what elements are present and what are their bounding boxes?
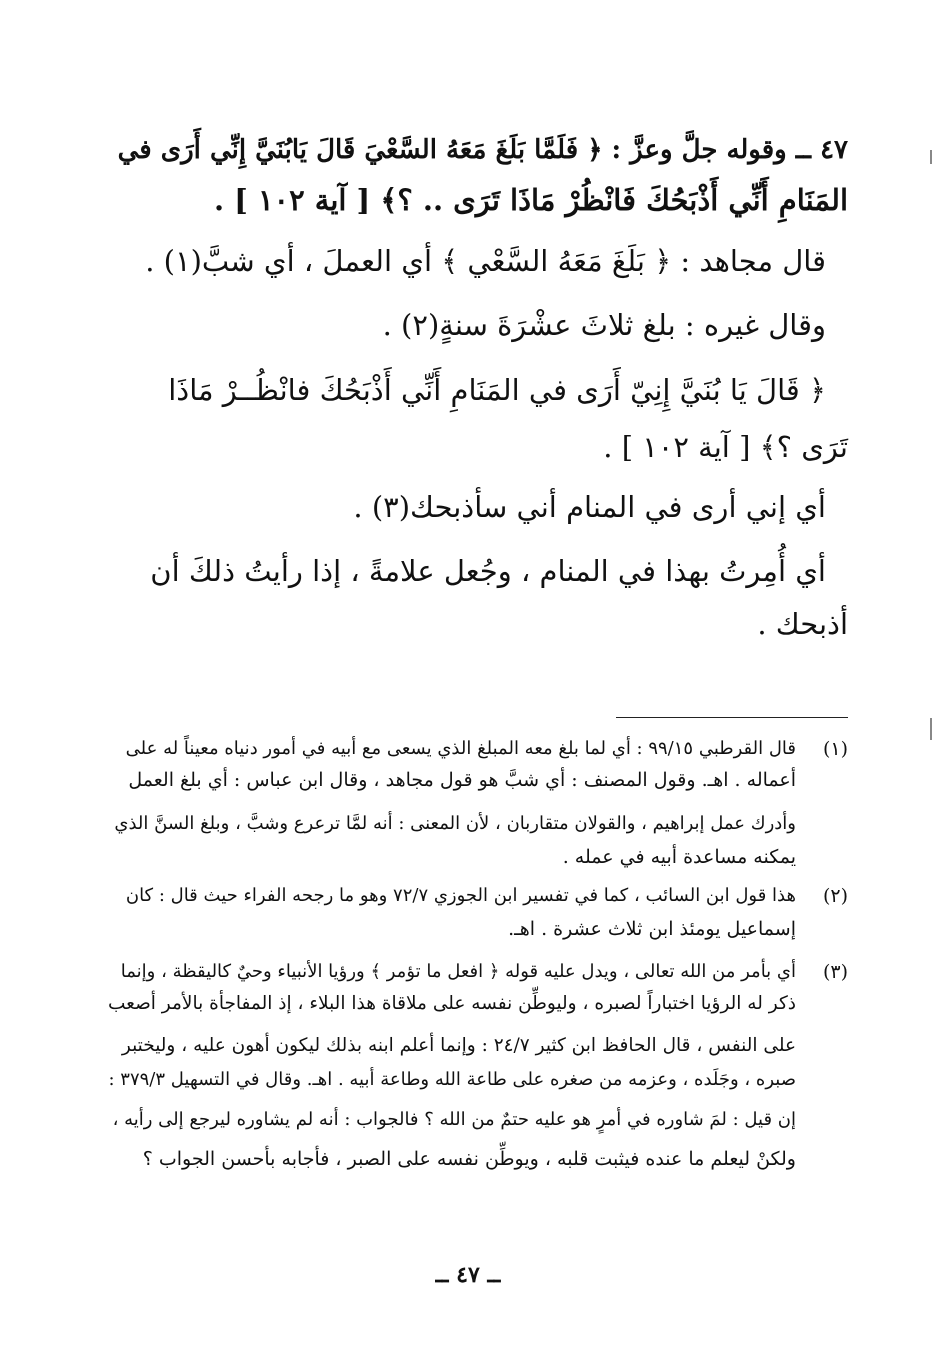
footnote-line: أعماله . اهـ. وقول المصنف : أي شبَّ هو قول مجاهد ، وقال ابن عباس : أي بلغ العمل bbox=[128, 769, 796, 791]
main-text-line: أذبحك . bbox=[757, 607, 848, 641]
footnote-line: إسماعيل يومئذ ابن ثلاث عشرة . اهـ. bbox=[508, 918, 796, 940]
main-text-line: قال مجاهد : ﴿ بَلَغَ مَعَهُ السَّعْي ﴾ أي العملَ ، أي شبَّ(١) . bbox=[145, 244, 826, 278]
footnote-line: أي بأمر من الله تعالى ، ويدل عليه قوله ﴿ افعل ما تؤمر ﴾ ورؤيا الأنبياء وحيٌ كاليقظة ، وإنما bbox=[120, 961, 796, 982]
main-text-line: تَرَى ؟﴾ [ آية ١٠٢ ] . bbox=[603, 430, 848, 464]
footnote-line: وأدرك عمل إبراهيم ، والقولان متقاربان ، لأن المعنى : أنه لمَّا ترعرع وشبَّ ، وبلغ السنَّ الذي bbox=[114, 813, 796, 834]
footnote-line: ذكر له الرؤيا اختباراً لصبره ، وليوطِّن نفسه على ملاقاة هذا البلاء ، إذ المفاجأة بالأمر أصعب bbox=[107, 993, 796, 1014]
main-text-line: أي إني أرى في المنام أني سأذبحك(٣) . bbox=[353, 490, 826, 524]
verse-heading-line-2: المَنَامِ أَنِّي أَذْبَحُكَ فَانْظُرْ مَاذَا تَرَى .. ؟﴾ [ آية ١٠٢ ] . bbox=[213, 183, 848, 217]
footnote-line: إن قيل : لمَ شاوره في أمرٍ هو عليه حتمٌ من الله ؟ فالجواب : أنه لم يشاوره ليرجع إلى رأيه ، bbox=[112, 1109, 796, 1130]
footnote-separator bbox=[616, 717, 848, 718]
footnote-line: يمكنه مساعدة أبيه في عمله . bbox=[562, 846, 796, 868]
footnote-line: هذا قول ابن السائب ، كما في تفسير ابن الجوزي ٧٢/٧ وهو ما رجحه الفراء حيث قال : كان bbox=[125, 885, 796, 906]
page-number: ــ ٤٧ ــ bbox=[435, 1262, 501, 1288]
main-text-line: وقال غيره : بلغ ثلاثَ عشْرَةَ سنةٍ(٢) . bbox=[382, 308, 826, 342]
footnote-line: على النفس ، قال الحافظ ابن كثير ٢٤/٧ : وإنما أعلم ابنه بذلك ليكون أهون عليه ، وليختبر bbox=[121, 1035, 796, 1056]
footnote-line: قال القرطبي ٩٩/١٥ : أي لما بلغ معه المبلغ الذي يسعى مع أبيه في أمور دنياه معيناً له على bbox=[125, 738, 796, 759]
main-text-line: ﴿ قَالَ يَا بُنَيَّ إِنِيّ أَرَى في المَنَامِ أَنِّي أَذْبَحُكَ فانْظُــرْ مَاذَا bbox=[168, 373, 826, 407]
verse-heading-line-1: ٤٧ ــ وقوله جلَّ وعزَّ : ﴿ فَلَمَّا بَلَغَ مَعَهُ السَّعْيَ قَالَ يَابُنَيَّ إِنِّي أَرَى في bbox=[117, 135, 848, 165]
footnote-number: (١) bbox=[822, 738, 848, 760]
margin-mark bbox=[930, 718, 932, 740]
footnote-number: (٣) bbox=[822, 961, 848, 983]
main-text-line: أي أُمِرتُ بهذا في المنام ، وجُعل علامةً ، إذا رأيتُ ذلكَ أن bbox=[150, 554, 826, 588]
margin-mark bbox=[930, 150, 932, 164]
footnote-line: صبره ، وجَلَده ، وعزمه من صغره على طاعة الله وطاعة أبيه . اهـ. وقال في التسهيل ٣٧٩/٣ : bbox=[108, 1069, 796, 1090]
footnote-number: (٢) bbox=[822, 885, 848, 907]
footnote-line: ولكنْ ليعلم ما عنده فيثبت قلبه ، ويوطِّن نفسه على الصبر ، فأجابه بأحسن الجواب ؟ bbox=[142, 1148, 796, 1170]
